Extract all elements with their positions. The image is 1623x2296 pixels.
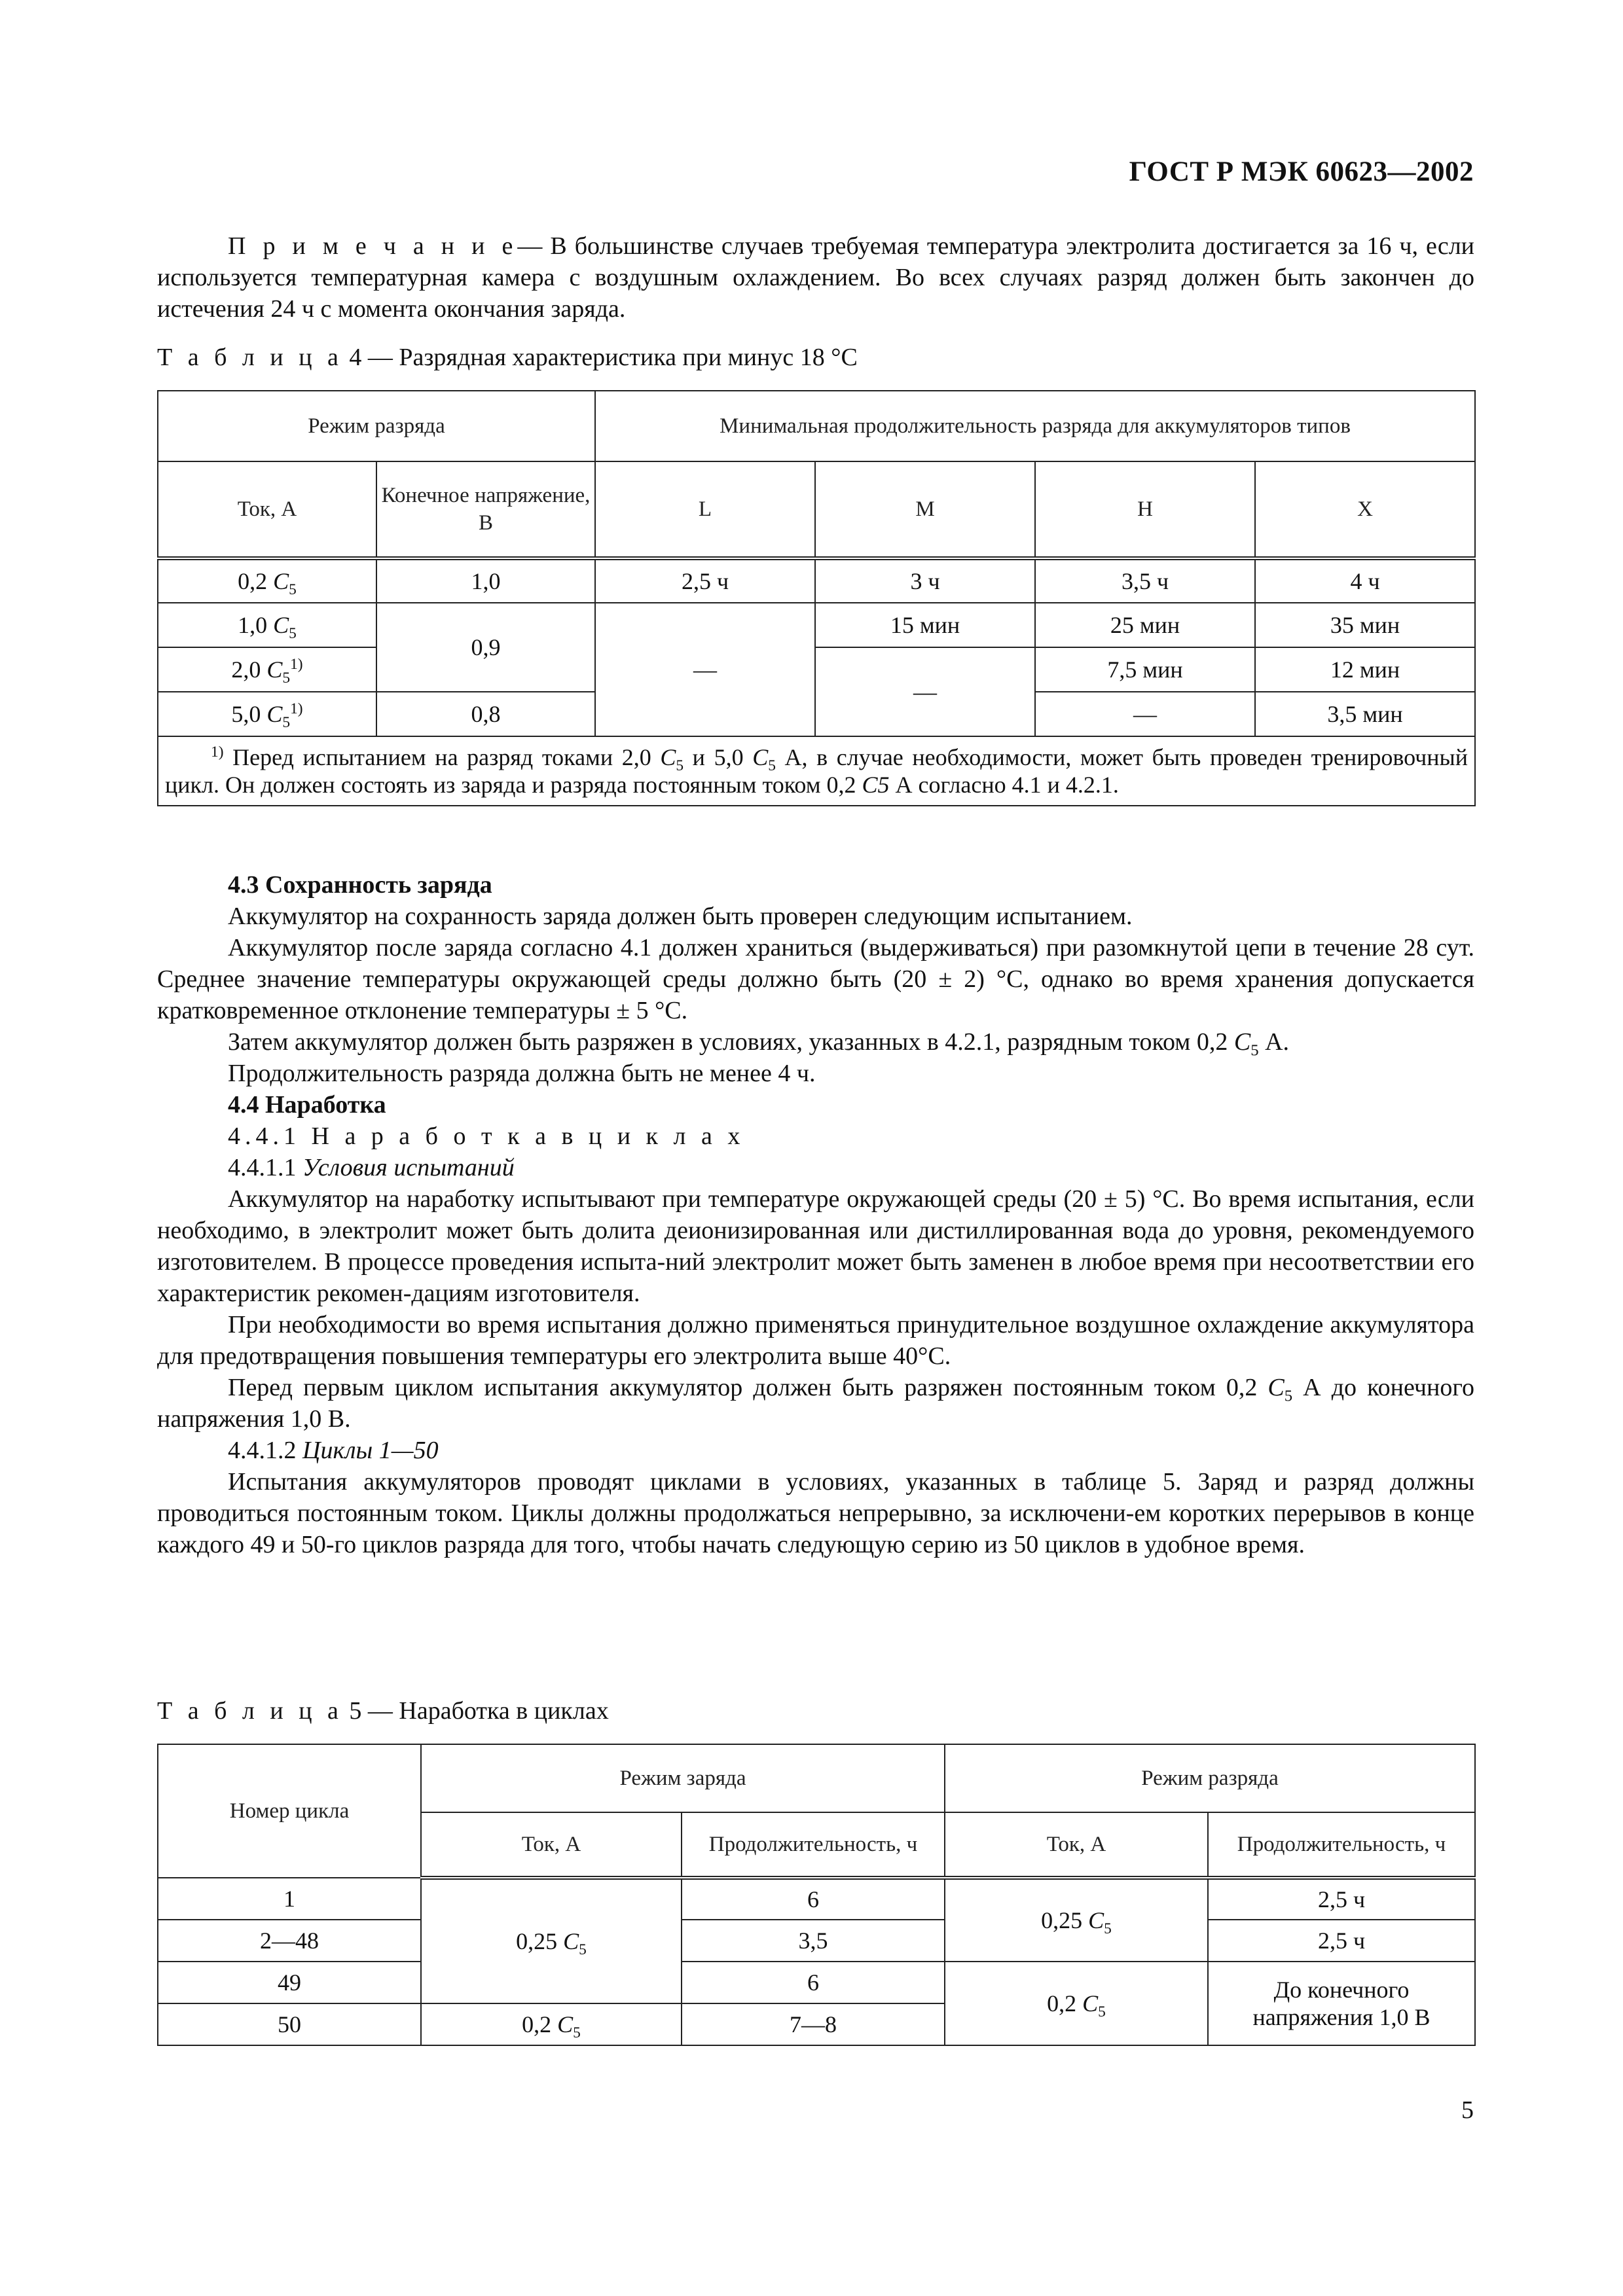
table-cell: 6 [682,1878,945,1920]
table4-footnote: $^{1)}$ Перед испытанием на разряд токами 2,0 $C_5$ и 5,0 $C_5$ А, в случае необходимости, может быть проведен тренировочный цикл. Он должен состоять из заряда и разряда постоянным током 0,2 C5 А согласно 4.1 и 4.2.1. [158,736,1475,806]
table-cell: 49 [158,1962,421,2003]
table4-header-min-duration: Минимальная продолжительность разряда для аккумуляторов типов [595,391,1475,461]
section-4-4-1-1-title: 4.4.1.1 Условия испытаний [228,1154,515,1181]
table5-caption: Т а б л и ц а 5 — Наработка в циклах [157,1697,609,1725]
table-cell: До конечного напряжения 1,0 В [1208,1962,1475,2045]
paragraph: При необходимости во время испытания должно применяться принудительное воздушное охлаждение аккумулятора для предотвращения повышения температуры его электролита выше 40°С. [157,1311,1474,1370]
paragraph: Аккумулятор после заряда согласно 4.1 должен храниться (выдерживаться) при разомкнутой цепи в течение 28 сут. Среднее значение температуры окружающей среды должно быть (20 ± 2) °С, однако во время хранения допускается кратковременное отклонение температуры ± 5 °С. [157,934,1474,1024]
table5-header-charge: Режим заряда [421,1744,945,1812]
table4-caption: Т а б л и ц а 4 — Разрядная характеристика при минус 18 °С [157,344,858,371]
table-cell: — [815,647,1035,736]
table-cell: 2,5 ч [595,558,815,603]
table-cell: 6 [682,1962,945,2003]
table5-header-cycle: Номер цикла [158,1744,421,1878]
paragraph: Продолжительность разряда должна быть не менее 4 ч. [228,1060,816,1087]
table-cell: 50 [158,2003,421,2045]
table-row [158,1962,1475,2003]
table-cell: — [595,603,815,736]
table-cell: 0,2 $C_5$ [421,2003,682,2045]
table4-header-row-1 [158,391,1475,461]
table-cell: 2,5 ч [1208,1920,1475,1962]
table-cell: 12 мин [1255,647,1475,692]
section-4-3 [157,869,1474,1560]
table-cell: 25 мин [1035,603,1255,647]
table-cell: 3,5 мин [1255,692,1475,736]
table5 [157,1744,1476,2046]
table5-header-discharge: Режим разряда [945,1744,1475,1812]
table5-header-row-1 [158,1744,1475,1812]
table-cell: 1,0 $C_5$ [158,603,376,647]
table4-header-current: Ток, А [158,461,376,558]
table-cell: 1,0 [376,558,595,603]
table-row [158,1920,1475,1962]
table4-header-voltage: Конечное напряжение, В [376,461,595,558]
table4-header-row-2 [158,461,1475,558]
table-cell: 7—8 [682,2003,945,2045]
table-cell: 3,5 ч [1035,558,1255,603]
section-4-4-1-title: 4.4.1 Н а р а б о т к а в ц и к л а х [228,1122,745,1150]
paragraph: Испытания аккумуляторов проводят циклами в условиях, указанных в таблице 5. Заряд и разряд должны проводиться постоянным током. Циклы должны продолжаться непрерывно, за исключени-ем коротких перерывов в конце каждого 49 и 50-го циклов разряда для того, чтобы начать следующую серию из 50 циклов в удобное время. [157,1468,1474,1558]
note-paragraph [157,230,1474,325]
table-cell: 3,5 [682,1920,945,1962]
table-cell: 7,5 мин [1035,647,1255,692]
table5-header-discharge-duration: Продолжительность, ч [1208,1812,1475,1878]
table-cell: 0,25 $C_5$ [421,1878,682,2003]
table4-type-m: M [815,461,1035,558]
table5-header-charge-duration: Продолжительность, ч [682,1812,945,1878]
table-cell: 3 ч [815,558,1035,603]
table-cell: 2,5 ч [1208,1878,1475,1920]
table-cell: 2—48 [158,1920,421,1962]
section-4-3-title: 4.3 Сохранность заряда [228,871,492,899]
section-4-4-1-2-title: 4.4.1.2 Циклы 1—50 [228,1437,439,1464]
table4-type-x: X [1255,461,1475,558]
note-label: П р и м е ч а н и е [228,232,518,260]
note-text: — В большинстве случаев требуемая температура электролита достигается за 16 ч, если используется температурная камера с воздушным охлаждением. Во всех случаях разряд должен быть закончен до истечения 24 ч с момента окончания заряда. [157,232,1474,323]
table4-header-mode: Режим разряда [158,391,595,461]
table4-type-l: L [595,461,815,558]
table-cell: 2,0 $C_5^{1)}$ [158,647,376,692]
table-cell: 0,8 [376,692,595,736]
table-cell: 4 ч [1255,558,1475,603]
table-row [158,1878,1475,1920]
paragraph: Аккумулятор на сохранность заряда должен быть проверен следующим испытанием. [228,903,1133,930]
table5-header-charge-current: Ток, А [421,1812,682,1878]
paragraph: Перед первым циклом испытания аккумулятор должен быть разряжен постоянным током 0,2 $C_5$ А до конечного напряжения 1,0 В. [157,1374,1474,1433]
table-cell: 15 мин [815,603,1035,647]
page-number: 5 [1461,2096,1474,2124]
section-4-4-title: 4.4 Наработка [228,1091,386,1119]
table5-header-discharge-current: Ток, А [945,1812,1208,1878]
table-row [158,558,1475,603]
table4 [157,390,1476,806]
table4-type-h: H [1035,461,1255,558]
table-cell: 0,25 $C_5$ [945,1878,1208,1962]
table-cell: — [1035,692,1255,736]
table-row [158,647,1475,692]
table-cell: 0,2 $C_5$ [158,558,376,603]
document-header: ГОСТ Р МЭК 60623—2002 [1129,156,1474,187]
paragraph: Затем аккумулятор должен быть разряжен в условиях, указанных в 4.2.1, разрядным током 0,2 $C_5$ А. [228,1028,1290,1060]
table-cell: 35 мин [1255,603,1475,647]
paragraph: Аккумулятор на наработку испытывают при температуре окружающей среды (20 ± 5) °С. Во время испытания, если необходимо, в электролит может быть долита деионизированная или дистиллированная вода до уровня, рекомендуемого изготовителем. В процессе проведения испыта-ний электролит может быть заменен в любое время при несоответствии его характеристик рекомен-дациям изготовителя. [157,1185,1474,1307]
table-cell: 1 [158,1878,421,1920]
table-row [158,603,1475,647]
table-cell: 0,2 $C_5$ [945,1962,1208,2045]
table4-footnote-row [158,736,1475,806]
table-cell: 5,0 $C_5^{1)}$ [158,692,376,736]
table-cell: 0,9 [376,603,595,692]
